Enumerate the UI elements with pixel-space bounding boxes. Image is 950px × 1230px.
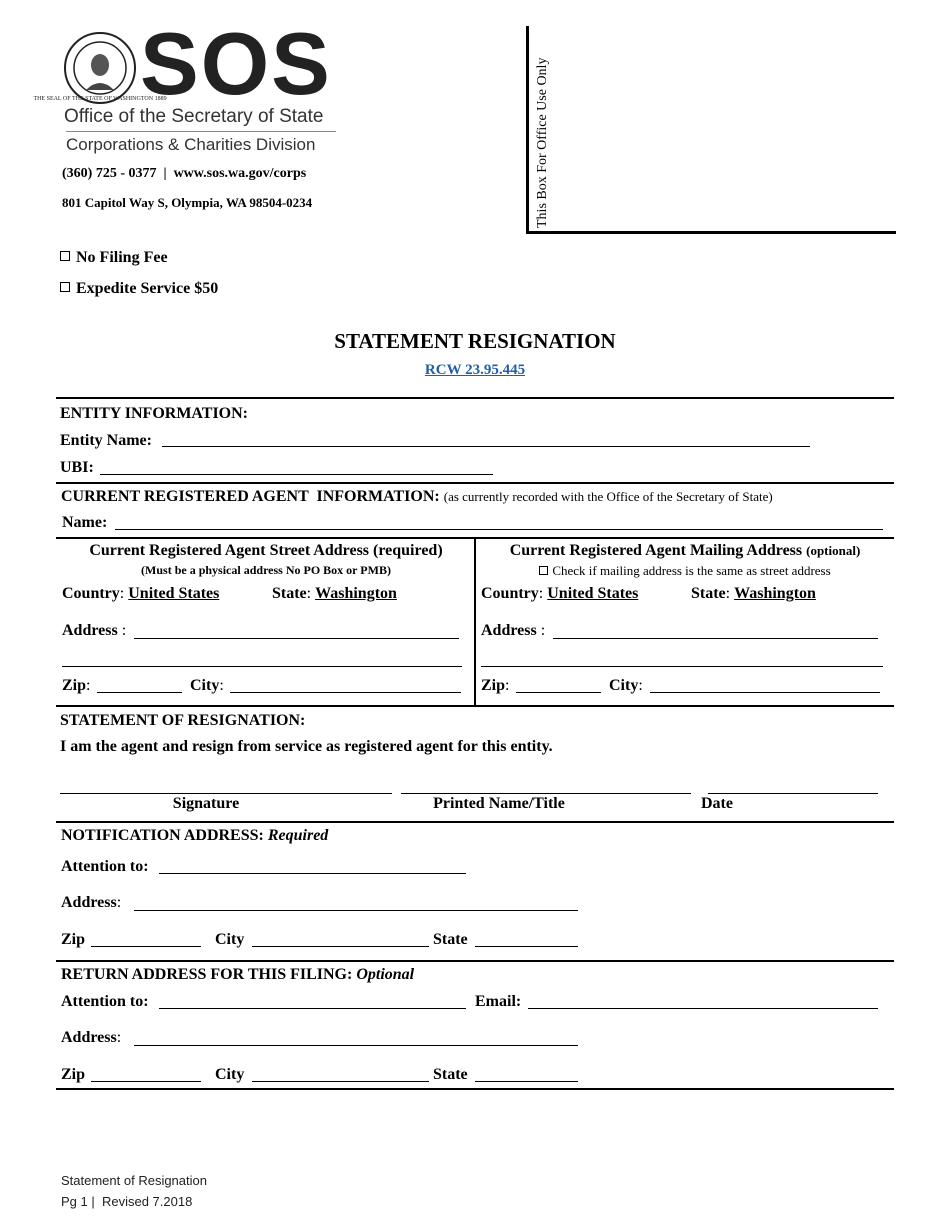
return-email-label: Email: [475, 993, 522, 1010]
office-use-label: This Box For Office Use Only [535, 57, 550, 228]
resignation-statement: I am the agent and resign from service as registered agent for this entity. [60, 738, 553, 755]
office-name: Office of the Secretary of State [64, 106, 324, 127]
return-heading-row [61, 966, 414, 984]
entity-name-field[interactable] [162, 446, 810, 447]
notification-zip-label: Zip [61, 931, 86, 948]
mailing-zip-field[interactable] [516, 692, 601, 693]
street-zip-field[interactable] [97, 692, 182, 693]
mailing-address-field-2[interactable] [481, 666, 883, 667]
rule-entity-top [56, 397, 894, 399]
notification-zip-field[interactable] [91, 946, 201, 947]
mailing-address-title-row [476, 542, 894, 560]
notification-city-field[interactable] [252, 946, 429, 947]
mailing-country: Country: United States [481, 585, 639, 602]
notification-required: Required [267, 827, 329, 844]
street-country: Country: United States [62, 585, 220, 602]
notification-attention-field[interactable] [159, 873, 466, 874]
no-filing-fee-option[interactable]: No Filing Fee [60, 249, 168, 267]
street-country-value: United States [128, 585, 220, 602]
mailing-city-field[interactable] [650, 692, 880, 693]
return-attention-label: Attention to: [61, 993, 149, 1010]
agent-heading-note: (as currently recorded with the Office of the Secretary of State) [443, 489, 773, 504]
return-zip-label: Zip [61, 1066, 86, 1083]
street-zip-label: Zip: [62, 677, 91, 694]
return-email-field[interactable] [528, 1008, 878, 1009]
notification-city-label: City [215, 931, 245, 948]
notification-heading: NOTIFICATION ADDRESS: [61, 827, 264, 844]
agent-name-label: Name: [62, 514, 108, 531]
signature-field[interactable] [60, 793, 392, 794]
resignation-heading: STATEMENT OF RESIGNATION: [60, 712, 306, 729]
sos-logo-text: SOS [140, 14, 332, 113]
return-attention-field[interactable] [159, 1008, 466, 1009]
division-name: Corporations & Charities Division [66, 135, 316, 154]
notification-state-label: State [433, 931, 468, 948]
return-state-field[interactable] [475, 1081, 578, 1082]
printed-name-field[interactable] [401, 793, 691, 794]
mailing-state: State: Washington [691, 585, 816, 602]
entity-name-label: Entity Name: [60, 432, 152, 449]
rule-return-top [56, 960, 894, 962]
mailing-address-field[interactable] [553, 638, 878, 639]
return-optional: Optional [356, 966, 415, 983]
date-label: Date [701, 795, 733, 812]
entity-heading: ENTITY INFORMATION: [60, 405, 249, 422]
notification-address-label: Address: [61, 894, 122, 911]
contact-info: (360) 725 - 0377 | www.sos.wa.gov/corps [62, 166, 307, 181]
rule-notification-top [56, 821, 894, 823]
notification-address-field[interactable] [134, 910, 578, 911]
agent-heading-row [61, 488, 773, 506]
street-address-label: Address : [62, 622, 127, 639]
mailing-address: 801 Capitol Way S, Olympia, WA 98504-0234 [62, 195, 313, 210]
agent-name-field[interactable] [115, 529, 883, 530]
expedite-option[interactable]: Expedite Service $50 [60, 280, 218, 298]
same-as-street-option[interactable]: Check if mailing address is the same as street address [476, 563, 894, 579]
return-heading: RETURN ADDRESS FOR THIS FILING: [61, 966, 353, 983]
return-state-label: State [433, 1066, 468, 1083]
ubi-field[interactable] [100, 474, 493, 475]
same-as-street-checkbox[interactable] [539, 566, 548, 575]
printed-name-label: Printed Name/Title [433, 795, 565, 812]
mailing-country-value: United States [547, 585, 639, 602]
notification-heading-row [61, 827, 328, 845]
rule-agent-top [56, 482, 894, 484]
footer-form-name: Statement of Resignation [61, 1173, 207, 1188]
return-address-field[interactable] [134, 1045, 578, 1046]
form-title: STATEMENT RESIGNATION [334, 329, 616, 353]
return-city-label: City [215, 1066, 245, 1083]
mailing-address-title: Current Registered Agent Mailing Address [509, 542, 803, 559]
notification-state-field[interactable] [475, 946, 578, 947]
seal-year: THE SEAL OF THE STATE OF WASHINGTON 1889 [33, 96, 167, 102]
rule-resignation-top [56, 705, 894, 707]
street-address-subtitle: (Must be a physical address No PO Box or PMB) [141, 563, 391, 577]
mailing-address-label: Address : [481, 622, 546, 639]
mailing-address-title-note: (optional) [806, 543, 861, 558]
mailing-zip-label: Zip: [481, 677, 510, 694]
agent-heading: CURRENT REGISTERED AGENT INFORMATION: [61, 488, 440, 505]
notification-attention-label: Attention to: [61, 858, 149, 875]
street-state: State: Washington [272, 585, 397, 602]
street-address-field-2[interactable] [62, 666, 462, 667]
mailing-state-value: Washington [734, 585, 816, 602]
ubi-label: UBI: [60, 459, 94, 476]
return-zip-field[interactable] [91, 1081, 201, 1082]
statute-link[interactable]: RCW 23.95.445 [424, 362, 526, 378]
expedite-checkbox[interactable] [60, 282, 70, 292]
footer-page-info: Pg 1 | Revised 7.2018 [61, 1194, 193, 1209]
mailing-city-label: City: [609, 677, 643, 694]
date-field[interactable] [708, 793, 878, 794]
office-box-bottom-border [526, 231, 896, 234]
return-city-field[interactable] [252, 1081, 429, 1082]
return-address-label: Address: [61, 1029, 122, 1046]
street-state-value: Washington [315, 585, 397, 602]
logo-divider [66, 131, 336, 132]
signature-label: Signature [172, 795, 240, 812]
rule-return-bottom [56, 1088, 894, 1090]
street-address-field[interactable] [134, 638, 459, 639]
state-seal [33, 32, 167, 104]
street-address-title: Current Registered Agent Street Address (required) [89, 542, 443, 559]
no-filing-fee-checkbox[interactable] [60, 251, 70, 261]
street-city-label: City: [190, 677, 224, 694]
street-city-field[interactable] [230, 692, 461, 693]
office-box-left-border [526, 26, 529, 234]
